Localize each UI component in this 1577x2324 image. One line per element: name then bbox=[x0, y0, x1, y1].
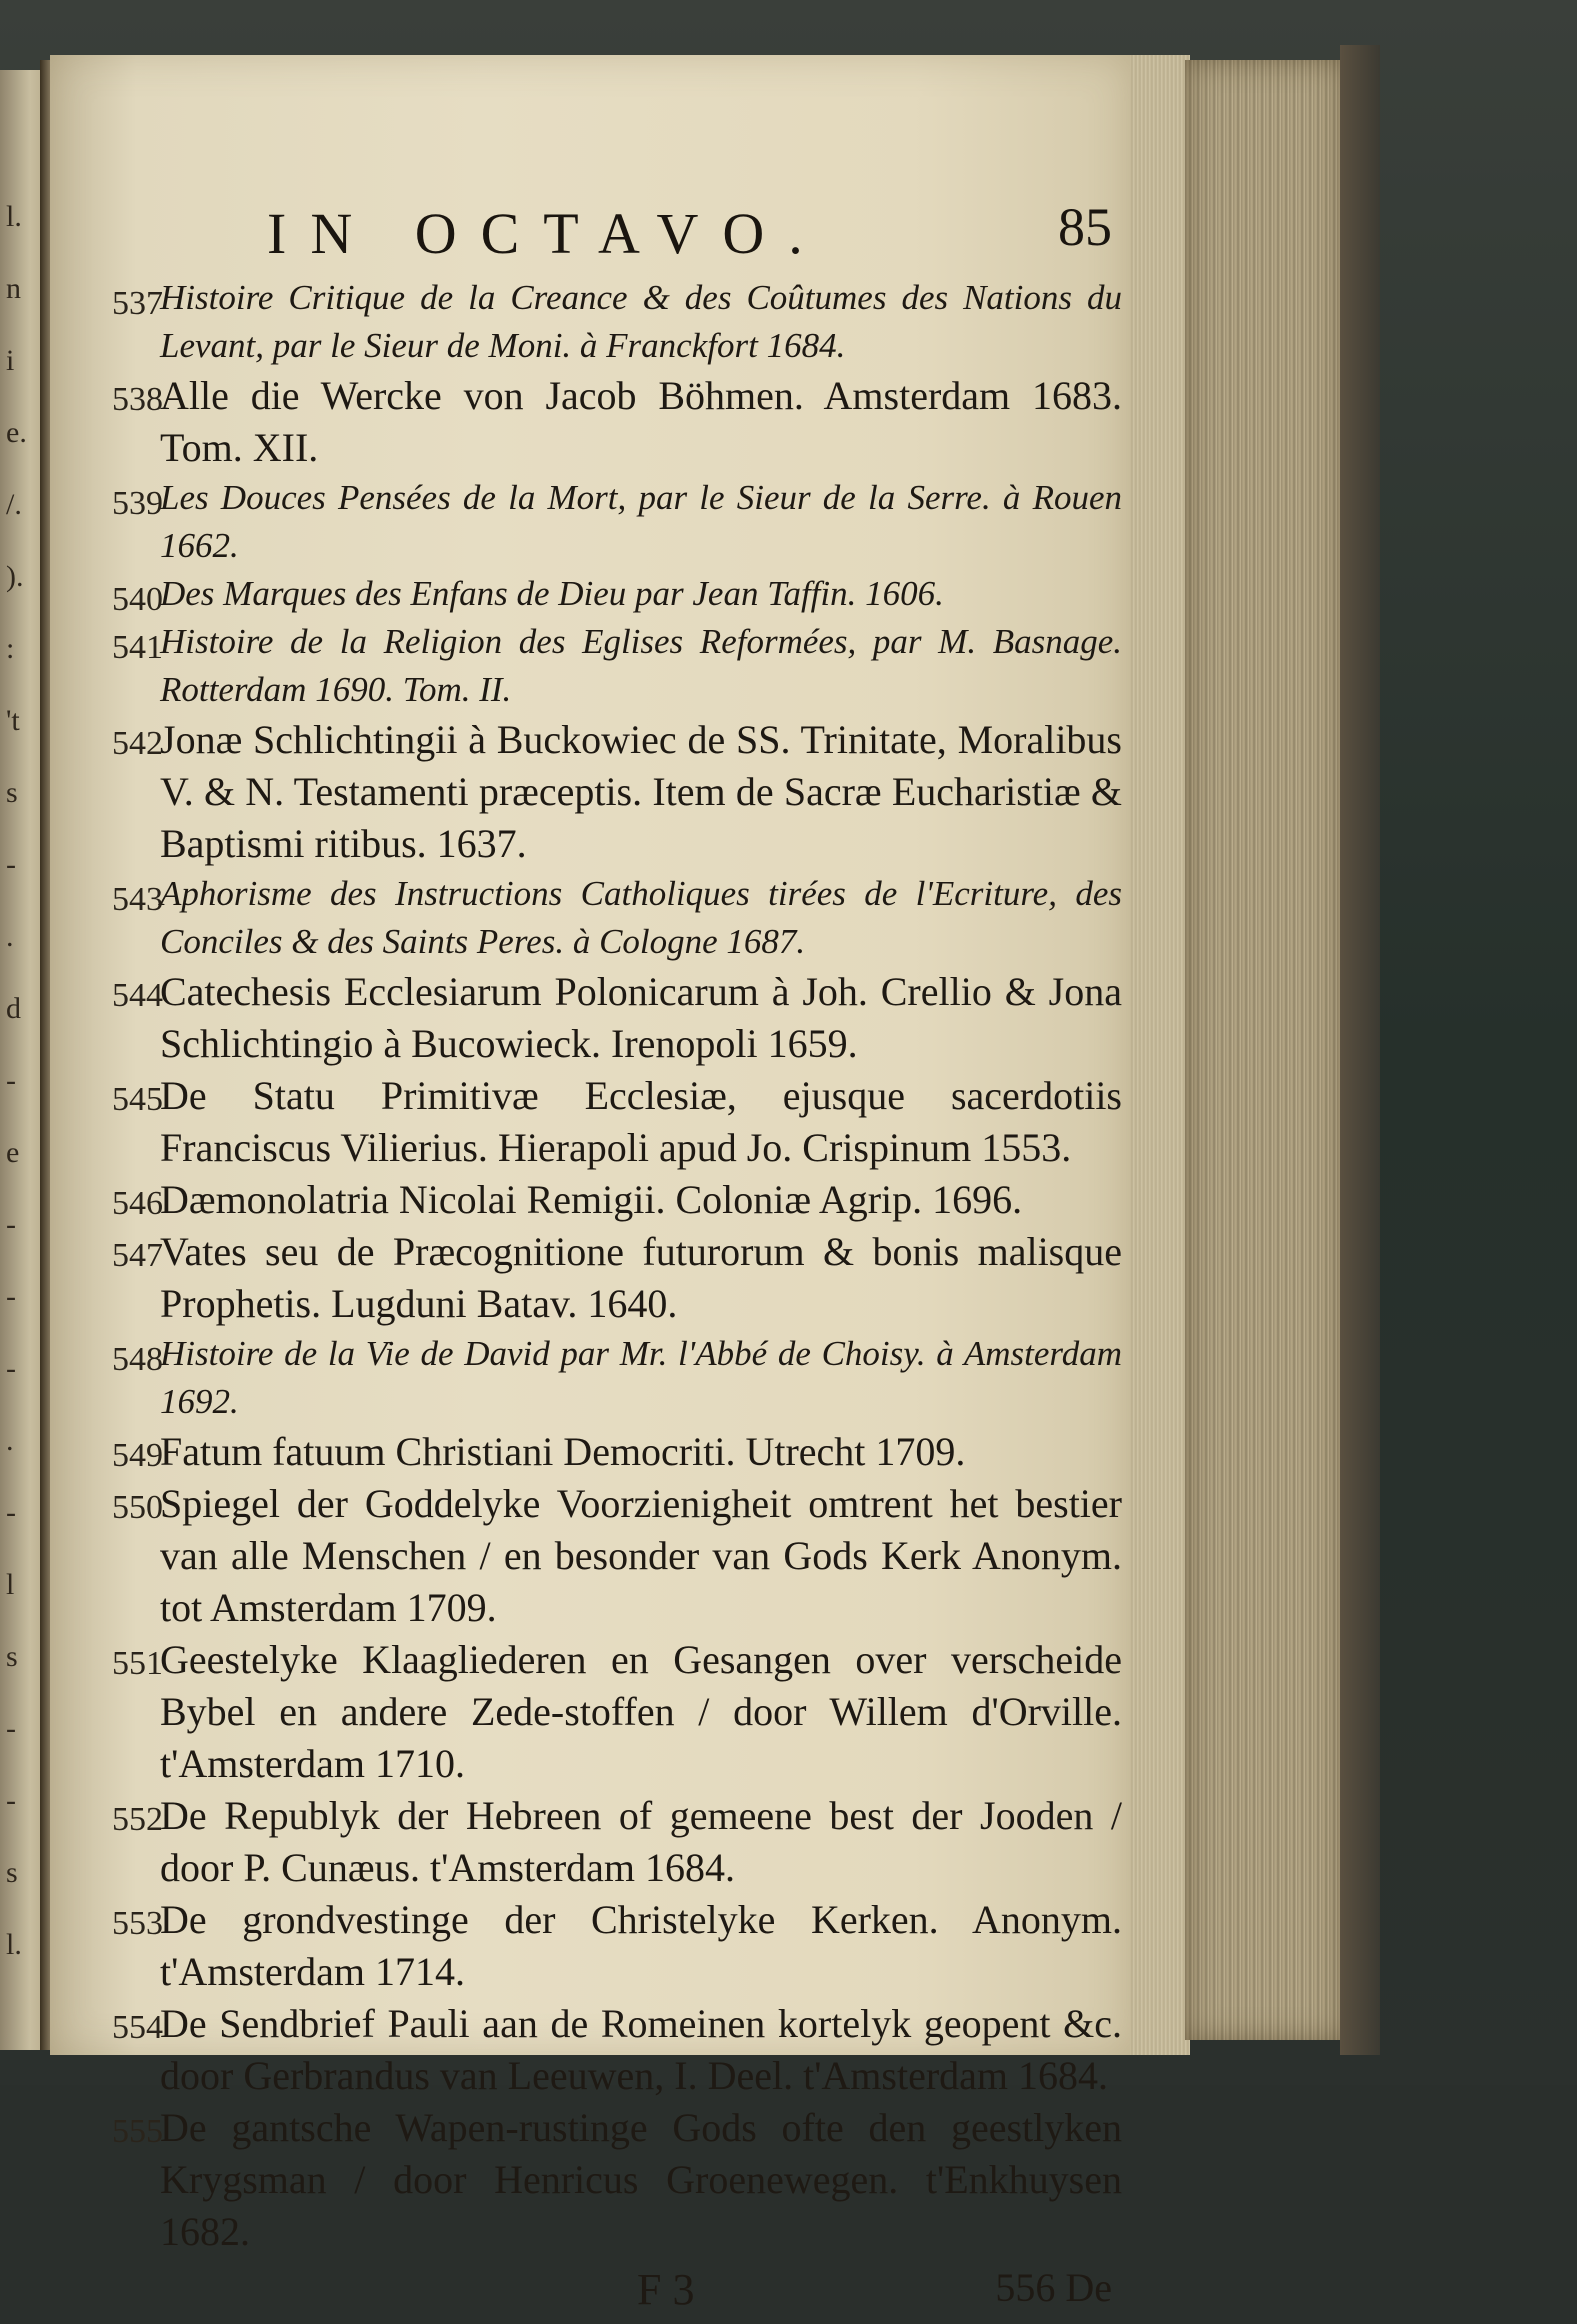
facing-page-glyph: ). bbox=[6, 560, 24, 593]
facing-page-glyph: - bbox=[6, 1280, 16, 1313]
book-cover-edge bbox=[1340, 45, 1380, 2055]
page-footer bbox=[112, 2264, 1122, 2324]
facing-page-glyph: - bbox=[6, 1496, 16, 1529]
page-stack-edge bbox=[1130, 55, 1190, 2055]
catalogue-entry bbox=[112, 966, 1122, 1070]
catalogue-entry bbox=[112, 370, 1122, 474]
entry-number: 540 bbox=[112, 581, 163, 618]
facing-page-glyph: l. bbox=[6, 1928, 22, 1961]
facing-page-glyph: - bbox=[6, 1712, 16, 1745]
catalogue-entries bbox=[112, 274, 1122, 2258]
entry-number: 552 bbox=[112, 1801, 163, 1838]
catalogue-entry bbox=[112, 2102, 1122, 2258]
facing-page-glyph: - bbox=[6, 848, 16, 881]
entry-text: Jonæ Schlichtingii à Buckowiec de SS. Trinitate, Moralibus V. & N. Testamenti præceptis. Item de Sacræ Eucharistiæ & Baptismi ritibus. 1637. bbox=[160, 717, 1122, 866]
facing-page-glyph: - bbox=[6, 1208, 16, 1241]
facing-page-glyph: /. bbox=[6, 488, 22, 521]
entry-number: 543 bbox=[112, 881, 163, 918]
entry-number: 544 bbox=[112, 977, 163, 1014]
entry-text: Fatum fatuum Christiani Democriti. Utrecht 1709. bbox=[160, 1429, 966, 1474]
entry-number: 539 bbox=[112, 485, 163, 522]
catalogue-entry bbox=[112, 1426, 1122, 1478]
entry-text: Aphorisme des Instructions Catholiques tirées de l'Ecriture, des Conciles & des Saints Peres. à Cologne 1687. bbox=[160, 874, 1122, 961]
entry-text: De gantsche Wapen-rustinge Gods ofte den geestlyken Krygsman / door Henricus Groenewegen. t'Enkhuysen 1682. bbox=[160, 2105, 1122, 2254]
entry-number: 542 bbox=[112, 725, 163, 762]
facing-page-glyph: . bbox=[6, 920, 14, 953]
entry-text: Spiegel der Goddelyke Voorzienigheit omtrent het bestier van alle Menschen / en besonder van Gods Kerk Anonym. tot Amsterdam 1709. bbox=[160, 1481, 1122, 1630]
entry-text: Histoire de la Vie de David par Mr. l'Abbé de Choisy. à Amsterdam 1692. bbox=[160, 1334, 1122, 1421]
facing-page-glyph: n bbox=[6, 272, 21, 305]
page-number: 85 bbox=[1058, 197, 1112, 257]
catalogue-entry bbox=[112, 474, 1122, 570]
facing-page-glyph: : bbox=[6, 632, 15, 665]
facing-page-glyph: 't bbox=[6, 704, 20, 737]
catalogue-entry bbox=[112, 1070, 1122, 1174]
entry-number: 546 bbox=[112, 1185, 163, 1222]
catalogue-entry bbox=[112, 618, 1122, 714]
signature-mark: F 3 bbox=[637, 2265, 695, 2314]
entry-number: 545 bbox=[112, 1081, 163, 1118]
entry-number: 537 bbox=[112, 285, 163, 322]
entry-text: Histoire de la Religion des Eglises Reformées, par M. Basnage. Rotterdam 1690. Tom. II. bbox=[160, 622, 1122, 709]
facing-page-glyph: - bbox=[6, 1784, 16, 1817]
catalogue-entry bbox=[112, 1478, 1122, 1634]
entry-text: Alle die Wercke von Jacob Böhmen. Amsterdam 1683. Tom. XII. bbox=[160, 373, 1122, 470]
catalogue-entry bbox=[112, 870, 1122, 966]
entry-number: 547 bbox=[112, 1237, 163, 1274]
facing-page-glyph: . bbox=[6, 1424, 14, 1457]
catalogue-entry bbox=[112, 570, 1122, 618]
facing-page-glyph: s bbox=[6, 1640, 18, 1673]
facing-page-glyph: s bbox=[6, 1856, 18, 1889]
facing-page-glyph: - bbox=[6, 1064, 16, 1097]
entry-number: 538 bbox=[112, 381, 163, 418]
facing-page-glyph: l bbox=[6, 1568, 15, 1601]
facing-page-glyph: s bbox=[6, 776, 18, 809]
facing-page-glyph: d bbox=[6, 992, 21, 1025]
book-fore-edge bbox=[1185, 60, 1345, 2040]
facing-page-glyph: i bbox=[6, 344, 15, 377]
entry-text: Des Marques des Enfans de Dieu par Jean Taffin. 1606. bbox=[160, 574, 944, 613]
catalogue-entry bbox=[112, 1226, 1122, 1330]
facing-page-glyph: l. bbox=[6, 200, 22, 233]
entry-text: Vates seu de Præcognitione futurorum & bonis malisque Prophetis. Lugduni Batav. 1640. bbox=[160, 1229, 1122, 1326]
entry-number: 541 bbox=[112, 629, 163, 666]
facing-page-glyph: e. bbox=[6, 416, 27, 449]
entry-text: Dæmonolatria Nicolai Remigii. Coloniæ Agrip. 1696. bbox=[160, 1177, 1023, 1222]
catalogue-entry bbox=[112, 1634, 1122, 1790]
catalogue-entry bbox=[112, 1790, 1122, 1894]
entry-number: 550 bbox=[112, 1489, 163, 1526]
entry-text: De Sendbrief Pauli aan de Romeinen kortelyk geopent &c. door Gerbrandus van Leeuwen, I. Deel. t'Amsterdam 1684. bbox=[160, 2001, 1122, 2098]
entry-text: Les Douces Pensées de la Mort, par le Sieur de la Serre. à Rouen 1662. bbox=[160, 478, 1122, 565]
entry-text: De Republyk der Hebreen of gemeene best der Jooden / door P. Cunæus. t'Amsterdam 1684. bbox=[160, 1793, 1122, 1890]
facing-page-glyph: e bbox=[6, 1136, 20, 1169]
entry-text: Histoire Critique de la Creance & des Coûtumes des Nations du Levant, par le Sieur de Moni. à Franckfort 1684. bbox=[160, 278, 1122, 365]
entry-number: 554 bbox=[112, 2009, 163, 2046]
catchword: 556 De bbox=[995, 2265, 1112, 2310]
catalogue-entry bbox=[112, 714, 1122, 870]
entry-number: 549 bbox=[112, 1437, 163, 1474]
entry-text: Catechesis Ecclesiarum Polonicarum à Joh. Crellio & Jona Schlichtingio à Bucowieck. Irenopoli 1659. bbox=[160, 969, 1122, 1066]
running-head bbox=[112, 190, 1122, 274]
entry-number: 553 bbox=[112, 1905, 163, 1942]
catalogue-entry bbox=[112, 1174, 1122, 1226]
catalogue-entry bbox=[112, 1894, 1122, 1998]
page-title: IN OCTAVO. bbox=[267, 201, 827, 266]
facing-page-margin-text bbox=[0, 70, 40, 2050]
entry-number: 548 bbox=[112, 1341, 163, 1378]
entry-number: 555 bbox=[112, 2113, 163, 2150]
catalogue-entry bbox=[112, 1998, 1122, 2102]
entry-text: De Statu Primitivæ Ecclesiæ, ejusque sacerdotiis Franciscus Vilierius. Hierapoli apud Jo. Crispinum 1553. bbox=[160, 1073, 1122, 1170]
catalogue-entry bbox=[112, 1330, 1122, 1426]
catalogue-entry bbox=[112, 274, 1122, 370]
page-content bbox=[112, 190, 1122, 2324]
facing-page-glyph: - bbox=[6, 1352, 16, 1385]
entry-text: Geestelyke Klaagliederen en Gesangen over verscheide Bybel en andere Zede-stoffen / door Willem d'Orville. t'Amsterdam 1710. bbox=[160, 1637, 1122, 1786]
entry-number: 551 bbox=[112, 1645, 163, 1682]
entry-text: De grondvestinge der Christelyke Kerken. Anonym. t'Amsterdam 1714. bbox=[160, 1897, 1122, 1994]
